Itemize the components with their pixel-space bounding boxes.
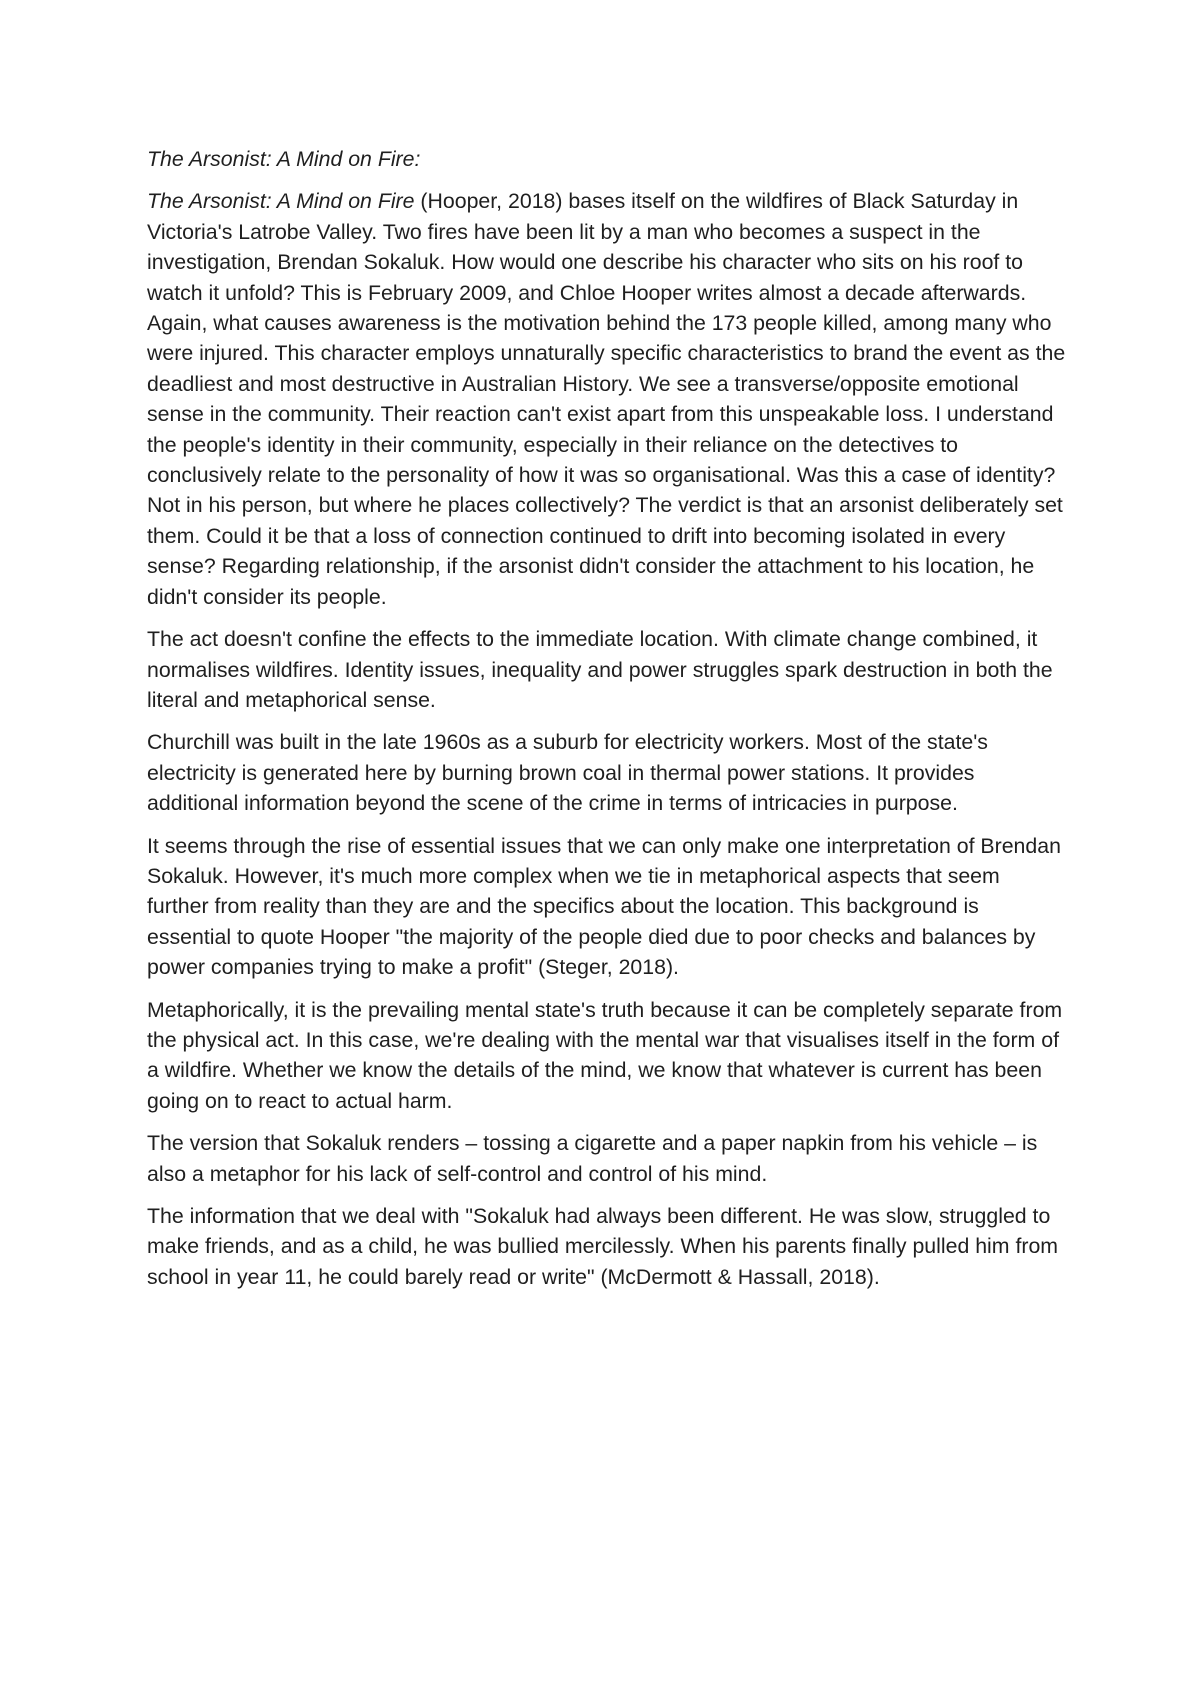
document-body <box>147 144 1067 1304</box>
paragraph-information: The information that we deal with "Sokaluk had always been different. He was slow, struggled to make friends, and as a child, he was bullied mercilessly. When his parents finally pulled him from school in year 11, he could barely read or write" (McDermott & Hassall, 2018). <box>147 1204 1059 1289</box>
paragraph-climate: The act doesn't confine the effects to the immediate location. With climate change combined, it normalises wildfires. Identity issues, inequality and power struggles spark destruction in both the literal and metaphorical sense. <box>147 627 1053 712</box>
paragraph-intro-text: (Hooper, 2018) bases itself on the wildfires of Black Saturday in Victoria's Latrobe Valley. Two fires have been lit by a man who becomes a suspect in the investigation, Brendan Sokaluk. How would one describe his character who sits on his roof to watch it unfold? This is February 2009, and Chloe Hooper writes almost a decade afterwards. Again, what causes awareness is the motivation behind the 173 people killed, among many who were injured. This character employs unnaturally specific characteristics to brand the event as the deadliest and most destructive in Australian History. We see a transverse/opposite emotional sense in the community. Their reaction can't exist apart from this unspeakable loss. I understand the people's identity in their community, especially in their reliance on the detectives to conclusively relate to the personality of how it was so organisational. Was this a case of identity? Not in his person, but where he places collectively? The verdict is that an arsonist deliberately set them. Could it be that a loss of connection continued to drift into becoming isolated in every sense? Regarding relationship, if the arsonist didn't consider the attachment to his location, he didn't consider its people. <box>147 189 1066 609</box>
book-title: The Arsonist: A Mind on Fire <box>147 189 415 214</box>
paragraph-version: The version that Sokaluk renders – tossing a cigarette and a paper napkin from his vehicle – is also a metaphor for his lack of self-control and control of his mind. <box>147 1131 1038 1186</box>
paragraph-churchill: Churchill was built in the late 1960s as a suburb for electricity workers. Most of the state's electricity is generated here by burning brown coal in thermal power stations. It provides additional information beyond the scene of the crime in terms of intricacies in purpose. <box>147 730 988 816</box>
paragraph-intro <box>147 186 1067 612</box>
paragraph-metaphor: Metaphorically, it is the prevailing mental state's truth because it can be completely separate from the physical act. In this case, we're dealing with the mental war that visualises itself in the form of a wildfire. Whether we know the details of the mind, we know that whatever is current has been going on to react to actual harm. <box>147 997 1063 1113</box>
paragraph-interpretation: It seems through the rise of essential issues that we can only make one interpretation of Brendan Sokaluk. However, it's much more complex when we tie in metaphorical aspects that seem further from reality than they are and the specifics about the location. This background is essential to quote Hooper "the majority of the people died due to poor checks and balances by power companies trying to make a profit" (Steger, 2018). <box>147 833 1061 980</box>
document-title: The Arsonist: A Mind on Fire: <box>147 147 421 171</box>
